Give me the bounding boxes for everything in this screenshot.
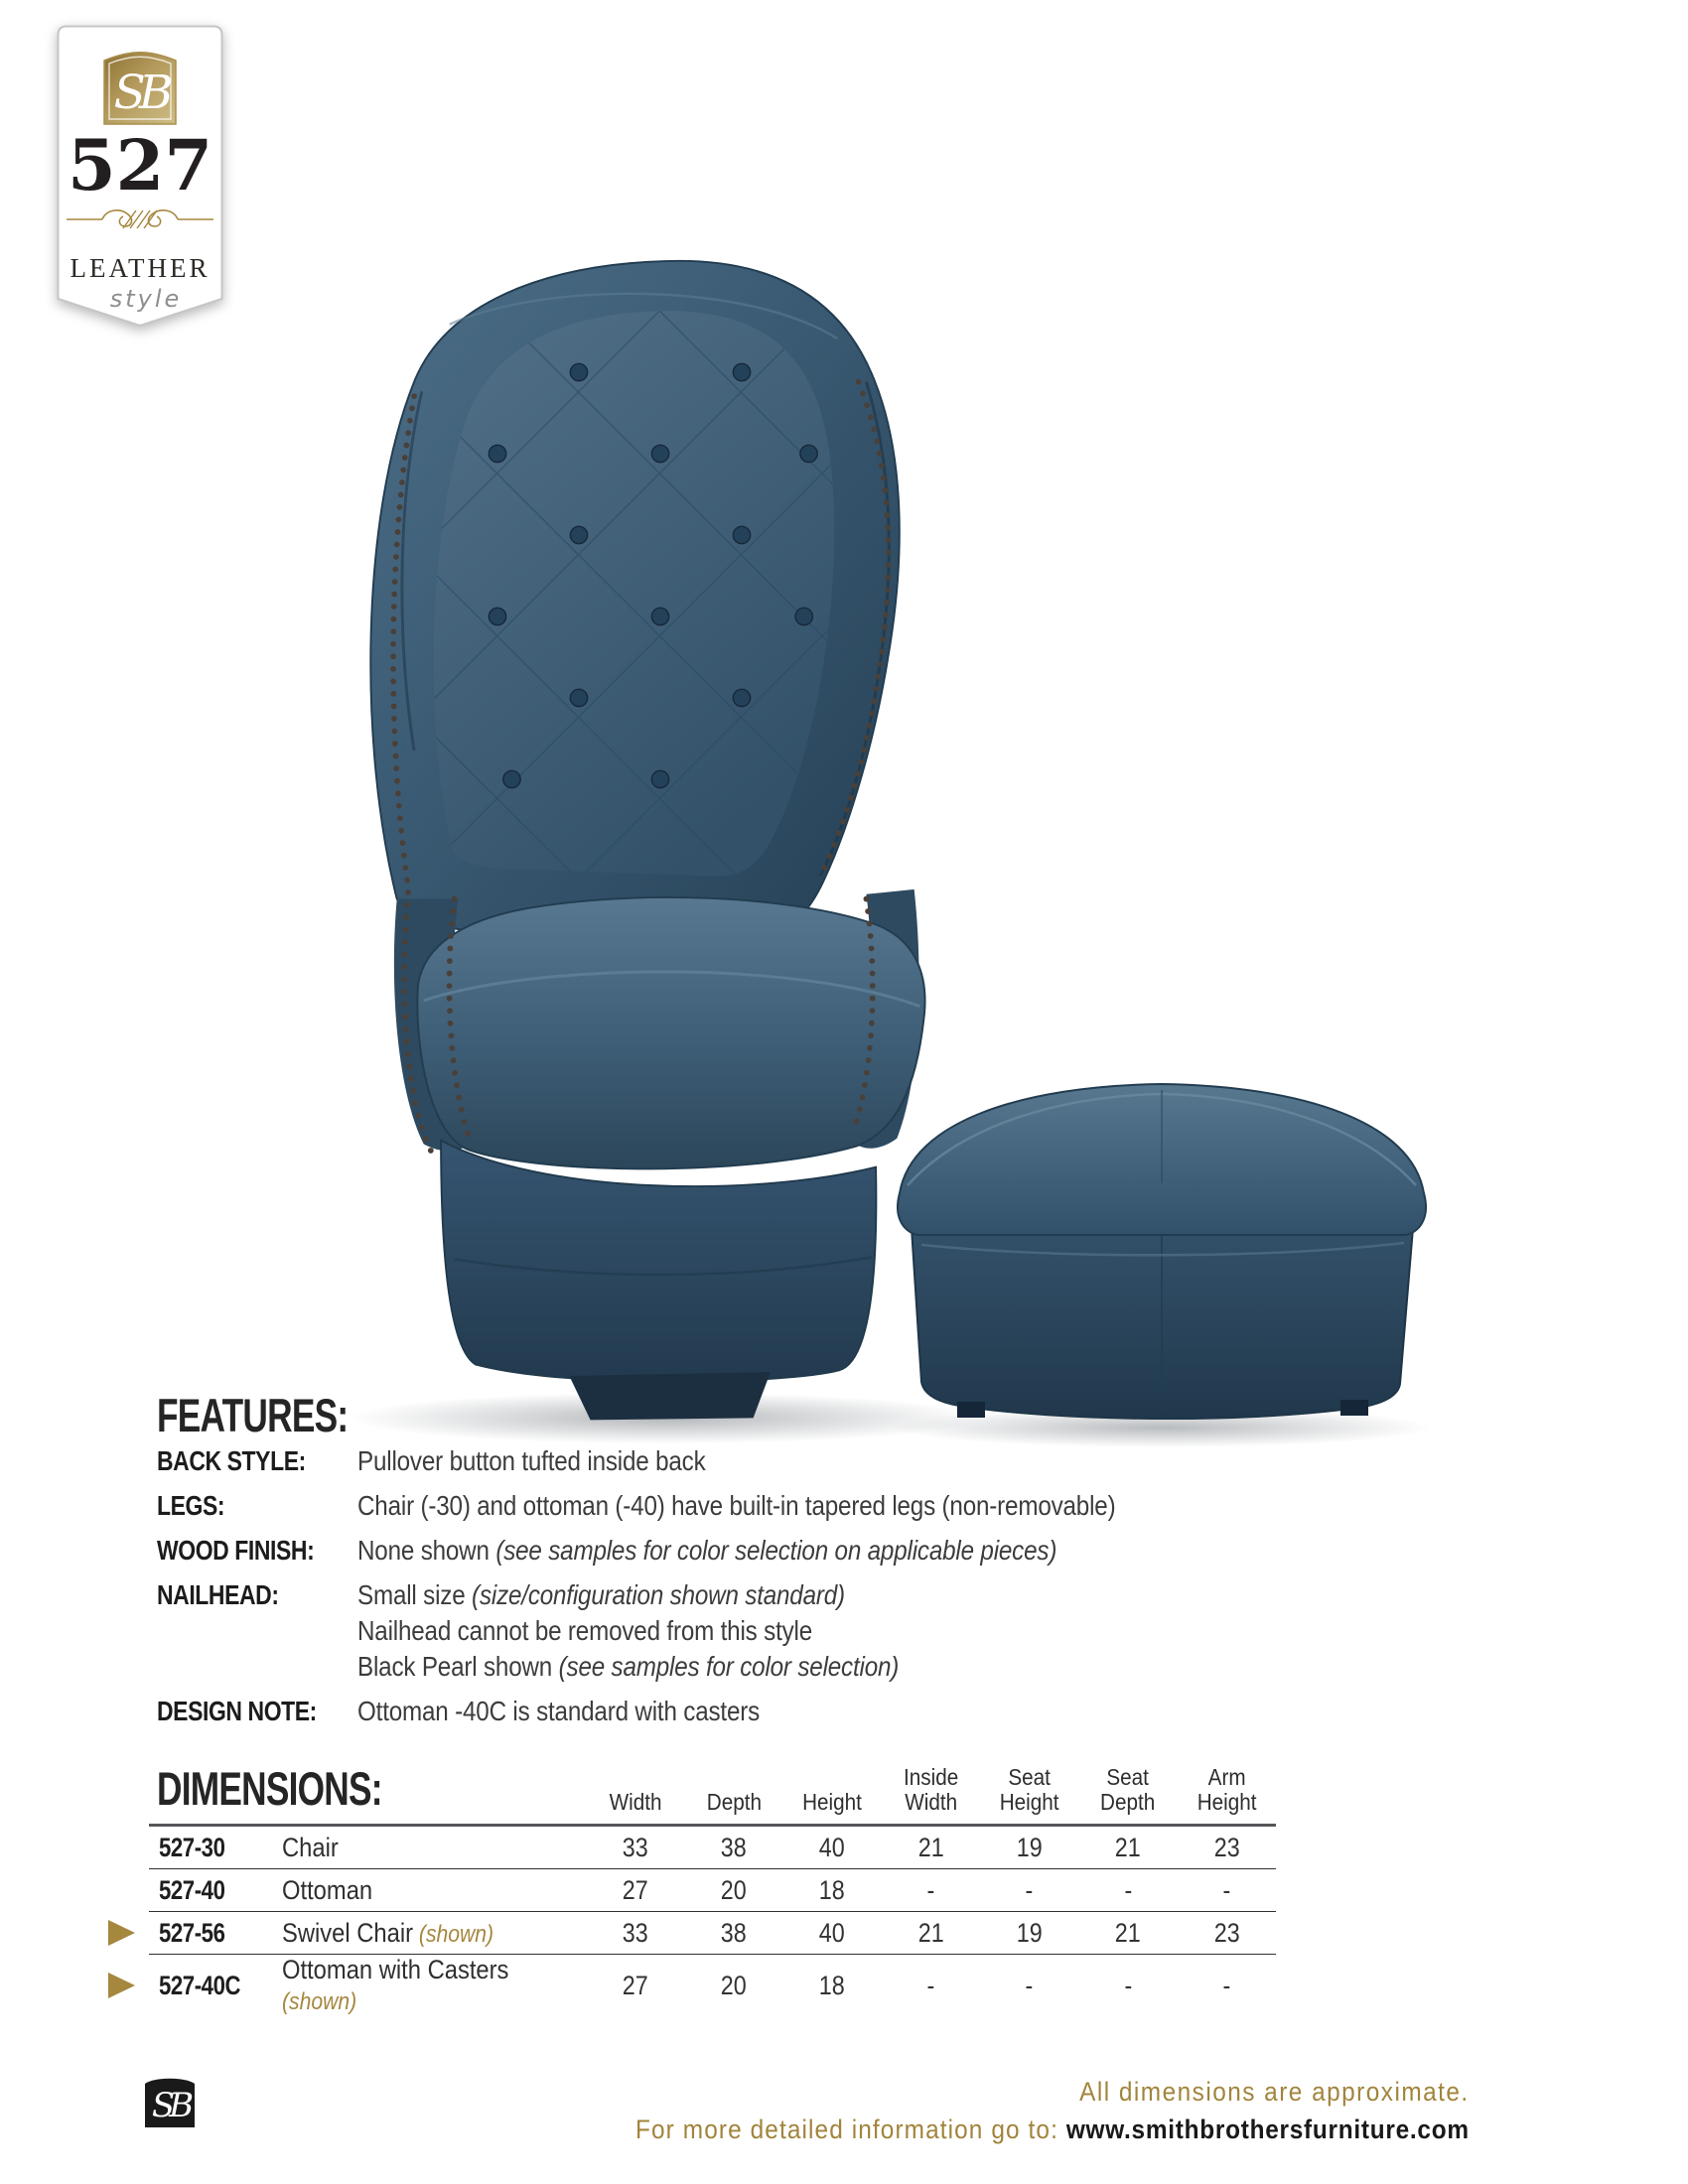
feature-line: Ottoman -40C is standard with casters [357, 1696, 761, 1726]
dimensions-section [149, 1757, 1276, 2015]
dimension-value: 33 [622, 1832, 648, 1862]
feature-line: Chair (-30) and ottoman (-40) have built-in tapered legs (non-removable) [357, 1490, 1116, 1521]
style-number: 527 [67, 124, 213, 206]
feature-label: WOOD FINISH: [157, 1535, 315, 1566]
dimension-value: 38 [720, 1832, 747, 1862]
badge-style-label: style [109, 285, 183, 313]
dimension-value: 23 [1213, 1832, 1240, 1862]
dimension-value: - [1025, 1874, 1034, 1905]
model-code: 527-30 [159, 1832, 225, 1862]
dimension-value: 19 [1016, 1917, 1043, 1948]
footer-info-prefix: For more detailed information go to: [635, 2115, 1067, 2144]
dimension-value: - [1222, 1874, 1231, 1905]
features-list [157, 1443, 1329, 1729]
dimension-value: 21 [1115, 1917, 1142, 1948]
column-header: Height [802, 1789, 863, 1815]
product-name: Ottoman with Casters (shown) [282, 1955, 509, 2015]
table-row [149, 1912, 1276, 1955]
dimension-value: 20 [720, 1970, 747, 2000]
feature-line: Small size (size/configuration shown standard) [357, 1579, 845, 1610]
footer-monogram: SB [151, 2086, 189, 2125]
feature-label: BACK STYLE: [157, 1445, 306, 1476]
feature-label: LEGS: [157, 1490, 225, 1521]
footer-website-url: www.smithbrothersfurniture.com [1066, 2115, 1470, 2144]
table-row [149, 1827, 1276, 1869]
shown-label: (shown) [413, 1920, 494, 1948]
badge-leather-label: LEATHER [70, 253, 211, 283]
table-row [149, 1955, 1276, 2015]
dimension-value: 20 [720, 1874, 747, 1905]
dimension-value: - [926, 1874, 935, 1905]
dimensions-heading: DIMENSIONS: [157, 1762, 382, 1815]
dimension-value: - [926, 1970, 935, 2000]
model-code: 527-40 [159, 1874, 225, 1905]
feature-value [357, 1577, 1329, 1685]
feature-value [357, 1694, 1329, 1729]
dimension-value: - [1025, 1970, 1034, 2000]
dimension-value: 23 [1213, 1917, 1240, 1948]
column-header: Seat Height [999, 1764, 1059, 1815]
feature-line: Pullover button tufted inside back [357, 1445, 706, 1476]
footer-info-line [563, 2115, 1470, 2144]
dim-rows [149, 1827, 1276, 2015]
features-section [157, 1390, 1329, 1738]
arrow-marker-icon [108, 1973, 135, 1998]
footer-note [563, 2077, 1470, 2144]
feature-row [157, 1443, 1329, 1479]
feature-label: DESIGN NOTE: [157, 1696, 317, 1726]
footer-brand-logo [141, 2075, 199, 2130]
column-header: Width [609, 1789, 662, 1815]
dimensions-header-row [149, 1757, 1276, 1827]
feature-row [157, 1577, 1329, 1685]
dimension-value: 19 [1016, 1832, 1043, 1862]
dimension-value: 38 [720, 1917, 747, 1948]
dimension-value: 18 [819, 1874, 846, 1905]
column-header: Arm Height [1196, 1764, 1257, 1815]
dimension-value: 18 [819, 1970, 846, 2000]
feature-value [357, 1443, 1329, 1479]
dimension-value: 27 [622, 1874, 648, 1905]
feature-value [357, 1488, 1329, 1524]
product-name: Swivel Chair (shown) [282, 1917, 494, 1948]
model-code: 527-56 [149, 1918, 258, 1949]
feature-row [157, 1488, 1329, 1524]
ottoman-photo [842, 1034, 1477, 1451]
dimensions-disclaimer: All dimensions are approximate. [1079, 2077, 1470, 2107]
table-row [149, 1869, 1276, 1912]
feature-row [157, 1533, 1329, 1569]
features-heading: FEATURES: [157, 1389, 349, 1441]
feature-line: Black Pearl shown (see samples for color selection) [357, 1651, 900, 1682]
feature-row [157, 1694, 1329, 1729]
dimension-value: 40 [819, 1917, 846, 1948]
style-badge [57, 25, 223, 335]
dimension-value: 27 [622, 1970, 648, 2000]
dimension-value: 21 [1115, 1832, 1142, 1862]
dimension-value: 21 [917, 1832, 944, 1862]
model-code: 527-40C [149, 1971, 258, 2001]
product-name: Chair [282, 1832, 339, 1862]
brand-shield-icon [104, 53, 176, 124]
feature-line: None shown (see samples for color selection on applicable pieces) [357, 1535, 1057, 1566]
dimension-value: 33 [622, 1917, 648, 1948]
dimension-value: - [1124, 1874, 1132, 1905]
dimension-value: 40 [819, 1832, 846, 1862]
dimension-value: - [1222, 1970, 1231, 2000]
dimension-value: 21 [917, 1917, 944, 1948]
badge-monogram: SB [113, 66, 167, 120]
column-header: Inside Width [903, 1764, 959, 1815]
column-header: Depth [706, 1789, 762, 1815]
feature-label: NAILHEAD: [157, 1579, 279, 1610]
feature-line: Nailhead cannot be removed from this style [357, 1615, 813, 1646]
dimension-value: - [1124, 1970, 1132, 2000]
shown-label: (shown) [282, 1988, 357, 2015]
feature-value [357, 1533, 1329, 1569]
style-badge-card [57, 25, 223, 335]
arrow-marker-icon [108, 1920, 135, 1946]
column-header: Seat Depth [1100, 1764, 1156, 1815]
product-name: Ottoman [282, 1874, 373, 1905]
